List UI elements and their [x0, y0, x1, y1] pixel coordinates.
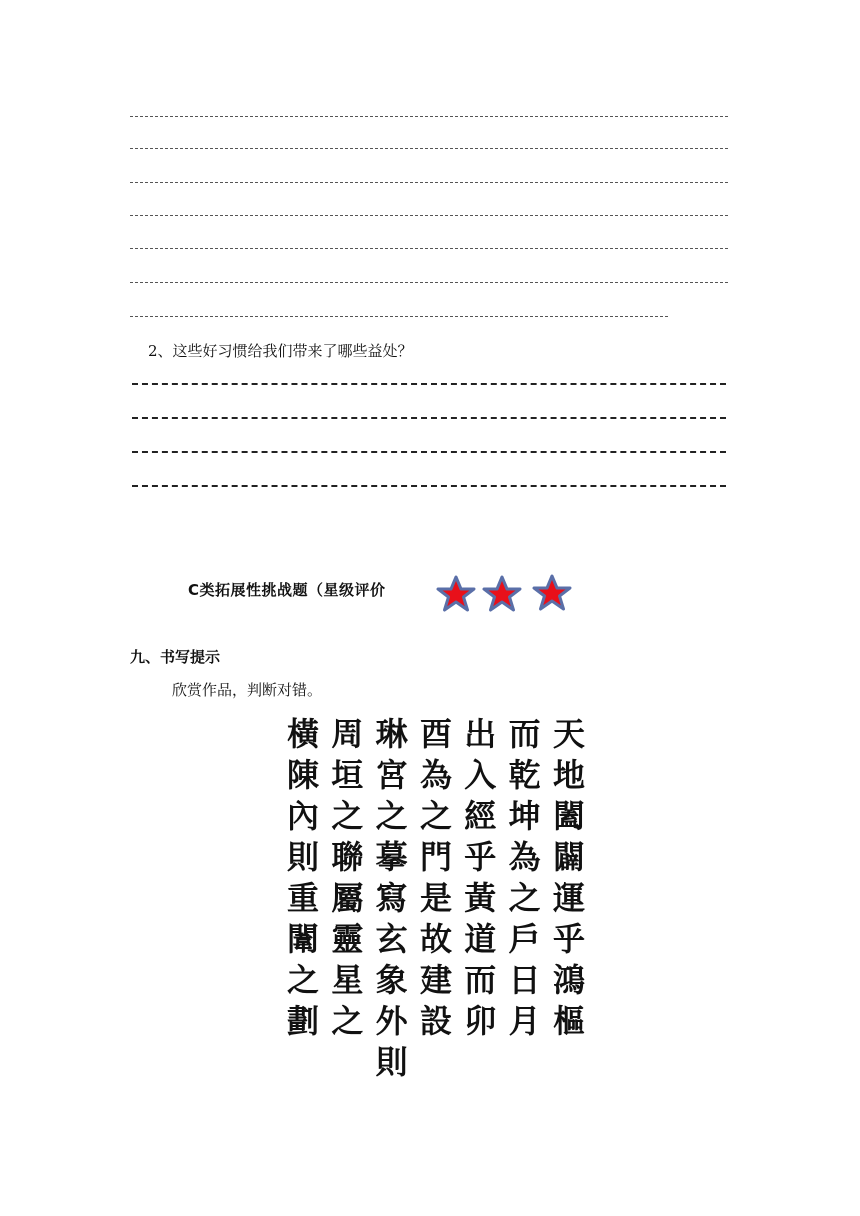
answer-line: [130, 182, 728, 183]
calligraphy-character: 入: [464, 756, 497, 794]
calligraphy-character: 酉: [419, 715, 452, 753]
calligraphy-character: 之: [375, 797, 408, 835]
calligraphy-character: 日: [508, 961, 541, 999]
star-icon: [438, 577, 474, 610]
calligraphy-character: 之: [331, 797, 364, 835]
calligraphy-character: 而: [464, 961, 497, 999]
answer-line: [130, 116, 728, 117]
calligraphy-character: 門: [419, 838, 452, 876]
section-9-heading: 九、书写提示: [130, 648, 221, 666]
star-icon: [534, 576, 570, 609]
answer-line: [132, 451, 726, 453]
calligraphy-character: 內: [286, 797, 319, 835]
calligraphy-character: 周: [331, 715, 364, 753]
calligraphy-character: 外: [375, 1002, 408, 1040]
calligraphy-character: 之: [419, 797, 452, 835]
calligraphy-character: 劃: [286, 1002, 319, 1040]
calligraphy-character: 而: [508, 715, 541, 753]
calligraphy-artwork: [283, 714, 589, 1081]
calligraphy-column: [460, 714, 500, 1044]
calligraphy-character: 橫: [286, 715, 319, 753]
star-icon: [484, 577, 520, 610]
calligraphy-character: 乎: [464, 838, 497, 876]
calligraphy-character: 經: [464, 797, 497, 835]
calligraphy-character: 闔: [552, 797, 585, 835]
answer-line: [132, 383, 726, 385]
calligraphy-character: 則: [375, 1043, 408, 1081]
calligraphy-character: 鴻: [552, 961, 585, 999]
calligraphy-column: [505, 714, 545, 1044]
answer-line: [130, 316, 668, 317]
calligraphy-character: 為: [419, 756, 452, 794]
calligraphy-character: 戶: [508, 920, 541, 958]
answer-line: [132, 417, 726, 419]
calligraphy-character: 玄: [375, 920, 408, 958]
calligraphy-column: [327, 714, 367, 1044]
calligraphy-column: [549, 714, 589, 1044]
calligraphy-character: 運: [552, 879, 585, 917]
calligraphy-character: 靈: [331, 920, 364, 958]
calligraphy-character: 垣: [331, 756, 364, 794]
calligraphy-character: 道: [464, 920, 497, 958]
answer-line: [130, 282, 728, 283]
star-rating: [432, 574, 582, 614]
calligraphy-character: 出: [464, 715, 497, 753]
calligraphy-character: 則: [286, 838, 319, 876]
calligraphy-character: 重: [286, 879, 319, 917]
calligraphy-character: 月: [508, 1002, 541, 1040]
calligraphy-character: 象: [375, 961, 408, 999]
calligraphy-character: 故: [419, 920, 452, 958]
section-c-title: C类拓展性挑战题（星级评价: [188, 581, 386, 599]
calligraphy-character: 樞: [552, 1002, 585, 1040]
calligraphy-character: 坤: [508, 797, 541, 835]
calligraphy-character: 摹: [375, 838, 408, 876]
calligraphy-character: 地: [552, 756, 585, 794]
calligraphy-character: 寫: [375, 879, 408, 917]
answer-line: [130, 248, 728, 249]
calligraphy-character: 屬: [331, 879, 364, 917]
calligraphy-character: 為: [508, 838, 541, 876]
calligraphy-character: 乾: [508, 756, 541, 794]
answer-line: [132, 485, 726, 487]
section-9-prompt: 欣赏作品，判断对错。: [172, 681, 323, 699]
calligraphy-character: 建: [419, 961, 452, 999]
calligraphy-character: 之: [286, 961, 319, 999]
calligraphy-character: 聯: [331, 838, 364, 876]
answer-line: [130, 148, 728, 149]
calligraphy-character: 天: [552, 715, 585, 753]
calligraphy-character: 卯: [464, 1002, 497, 1040]
calligraphy-column: [416, 714, 456, 1044]
calligraphy-column: [372, 714, 412, 1081]
calligraphy-character: 設: [419, 1002, 452, 1040]
calligraphy-character: 黃: [464, 879, 497, 917]
question-2: 2、这些好习惯给我们带来了哪些益处？: [148, 342, 413, 360]
calligraphy-character: 之: [331, 1002, 364, 1040]
calligraphy-column: [283, 714, 323, 1044]
calligraphy-character: 陳: [286, 756, 319, 794]
calligraphy-character: 宮: [375, 756, 408, 794]
calligraphy-character: 琳: [375, 715, 408, 753]
calligraphy-character: 闈: [286, 920, 319, 958]
answer-line: [130, 215, 728, 216]
calligraphy-character: 乎: [552, 920, 585, 958]
calligraphy-character: 星: [331, 961, 364, 999]
calligraphy-character: 闢: [552, 838, 585, 876]
calligraphy-character: 是: [419, 879, 452, 917]
calligraphy-character: 之: [508, 879, 541, 917]
